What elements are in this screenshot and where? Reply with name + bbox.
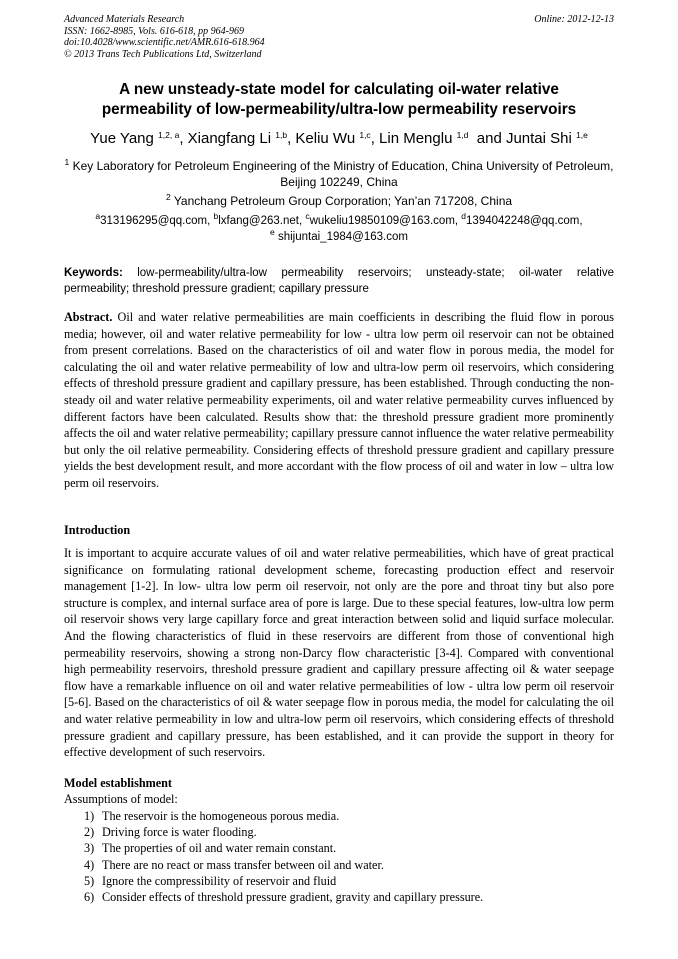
author-emails: $^a$313196295@qq.com, $^b$lxfang@263.net, $^c$wukeliu19850109@163.com, $^d$1394042248@qq.com, $^e$ shijuntai_1984@163.com	[95, 211, 583, 243]
introduction-heading: Introduction	[64, 523, 131, 537]
email-link[interactable]: wukeliu19850109@163.com,	[309, 215, 462, 227]
abstract-text: Oil and water relative permeabilities are main coefficients in describing the fluid flow in porous media; however, oil and water relative permeability for low - ultra low perm oil reservoir can not be obtained from present correlations. Based on the characteristics of oil and water flow in porous media, the model for calculating the oil and water relative permeability of low and ultra-low perm oil reservoirs, which considering effects of threshold pressure gradient and capillary pressure, has been established. Through conducting the non-steady oil and water relative permeability experiments, oil and water relative permeability curves influenced by different factors have been calculated. Results show that: the threshold pressure gradient more prominently affects the oil and water relative permeability; capillary pressure cannot influence the water relative permeability but only the oil relative permeability. Considering effects of threshold pressure gradient and capillary pressure yields the best development result, and more accordant with the flow process of oil and water in low – ultra low perm oil reservoirs.	[64, 310, 614, 490]
email-link[interactable]: 313196295@qq.com,	[100, 215, 214, 227]
abstract-label: Abstract.	[64, 310, 113, 324]
model-heading: Model establishment	[64, 776, 172, 790]
author: Xiangfang Li $^{1,b}$,	[187, 130, 296, 147]
author: Yue Yang $^{1,2, a}$,	[90, 130, 188, 147]
affiliation-2: $^2$ Yanchang Petroleum Group Corporation; Yan’an 717208, China	[165, 192, 513, 208]
doi-line: doi:10.4028/www.scientific.net/AMR.616-618.964	[64, 37, 265, 48]
email-link[interactable]: shijuntai_1984@163.com	[277, 231, 408, 243]
title-line-1: A new unsteady-state model for calculating oil-water relative	[119, 81, 559, 98]
author: Keliu Wu $^{1,c}$,	[295, 130, 380, 147]
copyright-line: © 2013 Trans Tech Publications Ltd, Switzerland	[64, 48, 262, 60]
model-subheading: Assumptions of model:	[64, 792, 178, 806]
list-item: 2) Driving force is water flooding.	[84, 825, 257, 840]
issn-line: ISSN: 1662-8985, Vols. 616-618, pp 964-969	[64, 25, 244, 37]
author: Lin Menglu $^{1,d}$ and	[379, 130, 506, 147]
keywords	[64, 265, 614, 297]
author: Juntai Shi $^{1,e}$	[505, 130, 588, 147]
abstract	[64, 309, 614, 492]
email-link[interactable]: lxfang@263.net,	[218, 215, 306, 227]
paper-title	[40, 80, 638, 120]
journal-name: Advanced Materials Research	[64, 14, 185, 25]
list-item: 3) The properties of oil and water remain constant.	[84, 841, 337, 856]
keywords-label: Keywords:	[64, 267, 123, 279]
online-date: Online: 2012-12-13	[534, 14, 614, 25]
list-item: 1) The reservoir is the homogeneous porous media.	[84, 809, 340, 823]
introduction-text: It is important to acquire accurate values of oil and water relative permeabilities, which have of great practical significance on formulating rational development scheme, forecasting production effect and reservoir management [1-2]. In low- ultra low perm oil reservoir, not only are the pore and throat tiny but also pore structure is complex, and internal surface area of pore is large. Due to these special features, low-ultra low perm oil reservoir shows very large capillary force and great interaction between solid and liquid surface molecular. And the flowing characteristics of fluid in these reservoirs are different from those of conventional high permeability reservoirs, showing a strong non-Darcy flow characteristic [3-4]. Compared with conventional high permeability reservoirs, threshold pressure gradient and capillary pressure affecting oil & water seepage flow have a remarkable influence on oil and water relative permeabilities of low - ultra low perm oil reservoir [5-6]. Based on the characteristics of oil & water seepage flow in porous media, the model for calculating the oil and water relative permeability in low and ultra-low perm oil reservoirs, which considering effects of threshold pressure gradient and capillary pressure, has been established, and it can provide the support in theory for effective development of such reservoirs.	[64, 546, 614, 760]
assumptions-list	[84, 808, 614, 905]
title-line-2: permeability of low-permeability/ultra-low permeability reservoirs	[101, 101, 577, 118]
list-item: 4) There are no react or mass transfer between oil and water.	[84, 857, 384, 872]
journal-header	[64, 14, 614, 60]
list-item: 5) Ignore the compressibility of reservoir and fluid	[84, 873, 337, 888]
email-link[interactable]: 1394042248@qq.com,	[466, 215, 583, 227]
keywords-text: low-permeability/ultra-low permeability reservoirs; unsteady-state; oil-water relative permeability; threshold pressure gradient; capillary pressure	[64, 267, 614, 295]
list-item: 6) Consider effects of threshold pressure gradient, gravity and capillary pressure.	[84, 890, 484, 905]
affiliation-1: $^1$ Key Laboratory for Petroleum Engineering of the Ministry of Education, China University of Petroleum, Beijing 102249, China	[64, 157, 614, 189]
author-list	[30, 130, 648, 148]
